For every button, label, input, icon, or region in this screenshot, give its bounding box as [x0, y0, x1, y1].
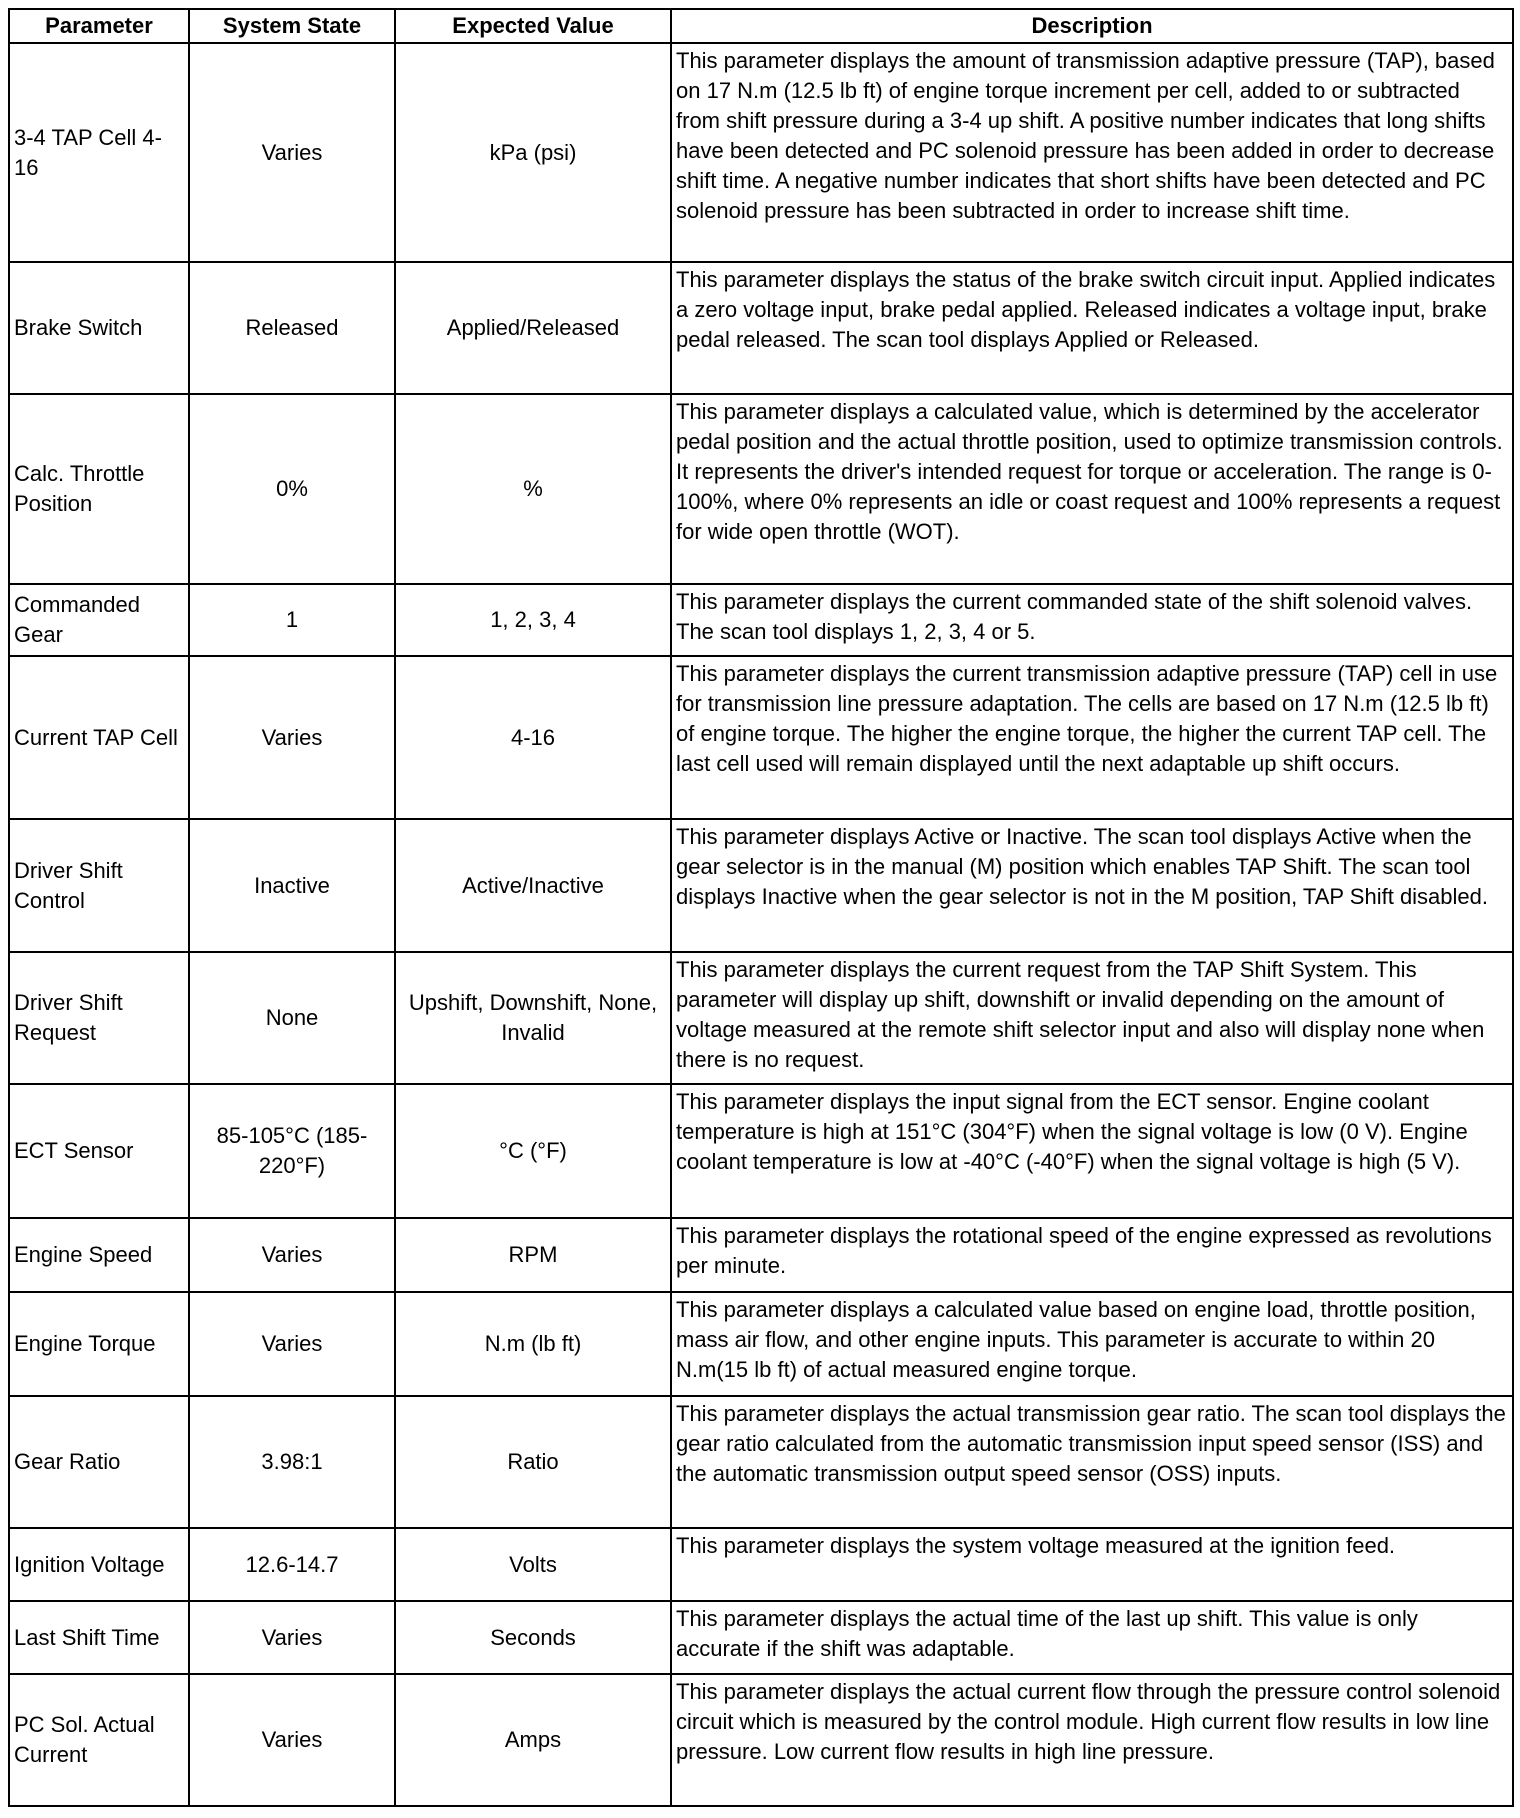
description-cell: This parameter displays the system voltage measured at the ignition feed. [671, 1528, 1513, 1601]
expected-value-cell: % [395, 394, 671, 584]
table-row [9, 43, 1513, 262]
system-state-cell: Varies [189, 1218, 395, 1292]
system-state-cell: Varies [189, 656, 395, 819]
description-cell: This parameter displays the input signal from the ECT sensor. Engine coolant temperature is high at 151°C (304°F) when the signal voltage is low (0 V). Engine coolant temperature is low at -40°C (-40°F) when the signal voltage is high (5 V). [671, 1084, 1513, 1218]
table-row [9, 584, 1513, 656]
description-cell: This parameter displays the actual transmission gear ratio. The scan tool displays the gear ratio calculated from the automatic transmission input speed sensor (ISS) and the automatic transmission output speed sensor (OSS) inputs. [671, 1396, 1513, 1528]
parameter-cell: Engine Torque [9, 1292, 189, 1396]
table-row [9, 952, 1513, 1084]
description-cell: This parameter displays the current request from the TAP Shift System. This parameter will display up shift, downshift or invalid depending on the amount of voltage measured at the remote shift selector input and also will display none when there is no request. [671, 952, 1513, 1084]
parameter-cell: Engine Speed [9, 1218, 189, 1292]
system-state-cell: 12.6-14.7 [189, 1528, 395, 1601]
parameter-table [8, 8, 1514, 1807]
table-row [9, 262, 1513, 394]
parameter-cell: PC Sol. Actual Current [9, 1674, 189, 1806]
parameter-cell: Last Shift Time [9, 1601, 189, 1674]
expected-value-cell: Active/Inactive [395, 819, 671, 952]
system-state-cell: None [189, 952, 395, 1084]
system-state-cell: 3.98:1 [189, 1396, 395, 1528]
expected-value-cell: RPM [395, 1218, 671, 1292]
description-cell: This parameter displays the actual current flow through the pressure control solenoid circuit which is measured by the control module. High current flow results in low line pressure. Low current flow results in high line pressure. [671, 1674, 1513, 1806]
system-state-cell: Varies [189, 1601, 395, 1674]
parameter-cell: Driver Shift Request [9, 952, 189, 1084]
system-state-cell: Varies [189, 43, 395, 262]
expected-value-cell: N.m (lb ft) [395, 1292, 671, 1396]
table-row [9, 656, 1513, 819]
expected-value-cell: Amps [395, 1674, 671, 1806]
expected-value-cell: 1, 2, 3, 4 [395, 584, 671, 656]
table-row [9, 1674, 1513, 1806]
expected-value-cell: Ratio [395, 1396, 671, 1528]
expected-value-cell: 4-16 [395, 656, 671, 819]
table-row [9, 1396, 1513, 1528]
parameter-cell: 3-4 TAP Cell 4-16 [9, 43, 189, 262]
description-cell: This parameter displays the current transmission adaptive pressure (TAP) cell in use for transmission line pressure adaptation. The cells are based on 17 N.m (12.5 lb ft) of engine torque. The higher the engine torque, the higher the current TAP cell. The last cell used will remain displayed until the next adaptable up shift occurs. [671, 656, 1513, 819]
description-cell: This parameter displays the actual time of the last up shift. This value is only accurate if the shift was adaptable. [671, 1601, 1513, 1674]
table-row [9, 394, 1513, 584]
parameter-cell: Brake Switch [9, 262, 189, 394]
expected-value-cell: kPa (psi) [395, 43, 671, 262]
expected-value-cell: Volts [395, 1528, 671, 1601]
table-row [9, 1528, 1513, 1601]
description-cell: This parameter displays the rotational speed of the engine expressed as revolutions per minute. [671, 1218, 1513, 1292]
description-cell: This parameter displays a calculated value, which is determined by the accelerator pedal position and the actual throttle position, used to optimize transmission controls. It represents the driver's intended request for torque or acceleration. The range is 0-100%, where 0% represents an idle or coast request and 100% represents a request for wide open throttle (WOT). [671, 394, 1513, 584]
table-row [9, 1218, 1513, 1292]
header-row [9, 9, 1513, 43]
header-system-state: System State [189, 9, 395, 43]
system-state-cell: Varies [189, 1292, 395, 1396]
expected-value-cell: °C (°F) [395, 1084, 671, 1218]
system-state-cell: 1 [189, 584, 395, 656]
parameter-cell: Gear Ratio [9, 1396, 189, 1528]
parameter-cell: Current TAP Cell [9, 656, 189, 819]
system-state-cell: Varies [189, 1674, 395, 1806]
parameter-cell: Ignition Voltage [9, 1528, 189, 1601]
parameter-cell: Commanded Gear [9, 584, 189, 656]
description-cell: This parameter displays Active or Inactive. The scan tool displays Active when the gear selector is in the manual (M) position which enables TAP Shift. The scan tool displays Inactive when the gear selector is not in the M position, TAP Shift disabled. [671, 819, 1513, 952]
expected-value-cell: Upshift, Downshift, None, Invalid [395, 952, 671, 1084]
parameter-cell: Calc. Throttle Position [9, 394, 189, 584]
header-parameter: Parameter [9, 9, 189, 43]
system-state-cell: Released [189, 262, 395, 394]
table-row [9, 819, 1513, 952]
description-cell: This parameter displays the status of the brake switch circuit input. Applied indicates a zero voltage input, brake pedal applied. Released indicates a voltage input, brake pedal released. The scan tool displays Applied or Released. [671, 262, 1513, 394]
expected-value-cell: Applied/Released [395, 262, 671, 394]
table-row [9, 1084, 1513, 1218]
table-row [9, 1601, 1513, 1674]
system-state-cell: 0% [189, 394, 395, 584]
document-page [8, 8, 1512, 1807]
header-description: Description [671, 9, 1513, 43]
parameter-cell: Driver Shift Control [9, 819, 189, 952]
system-state-cell: Inactive [189, 819, 395, 952]
description-cell: This parameter displays the current commanded state of the shift solenoid valves. The scan tool displays 1, 2, 3, 4 or 5. [671, 584, 1513, 656]
parameter-cell: ECT Sensor [9, 1084, 189, 1218]
header-expected-value: Expected Value [395, 9, 671, 43]
system-state-cell: 85-105°C (185-220°F) [189, 1084, 395, 1218]
table-row [9, 1292, 1513, 1396]
expected-value-cell: Seconds [395, 1601, 671, 1674]
description-cell: This parameter displays the amount of transmission adaptive pressure (TAP), based on 17 N.m (12.5 lb ft) of engine torque increment per cell, added to or subtracted from shift pressure during a 3-4 up shift. A positive number indicates that long shifts have been detected and PC solenoid pressure has been added in order to decrease shift time. A negative number indicates that short shifts have been detected and PC solenoid pressure has been subtracted in order to increase shift time. [671, 43, 1513, 262]
description-cell: This parameter displays a calculated value based on engine load, throttle position, mass air flow, and other engine inputs. This parameter is accurate to within 20 N.m(15 lb ft) of actual measured engine torque. [671, 1292, 1513, 1396]
